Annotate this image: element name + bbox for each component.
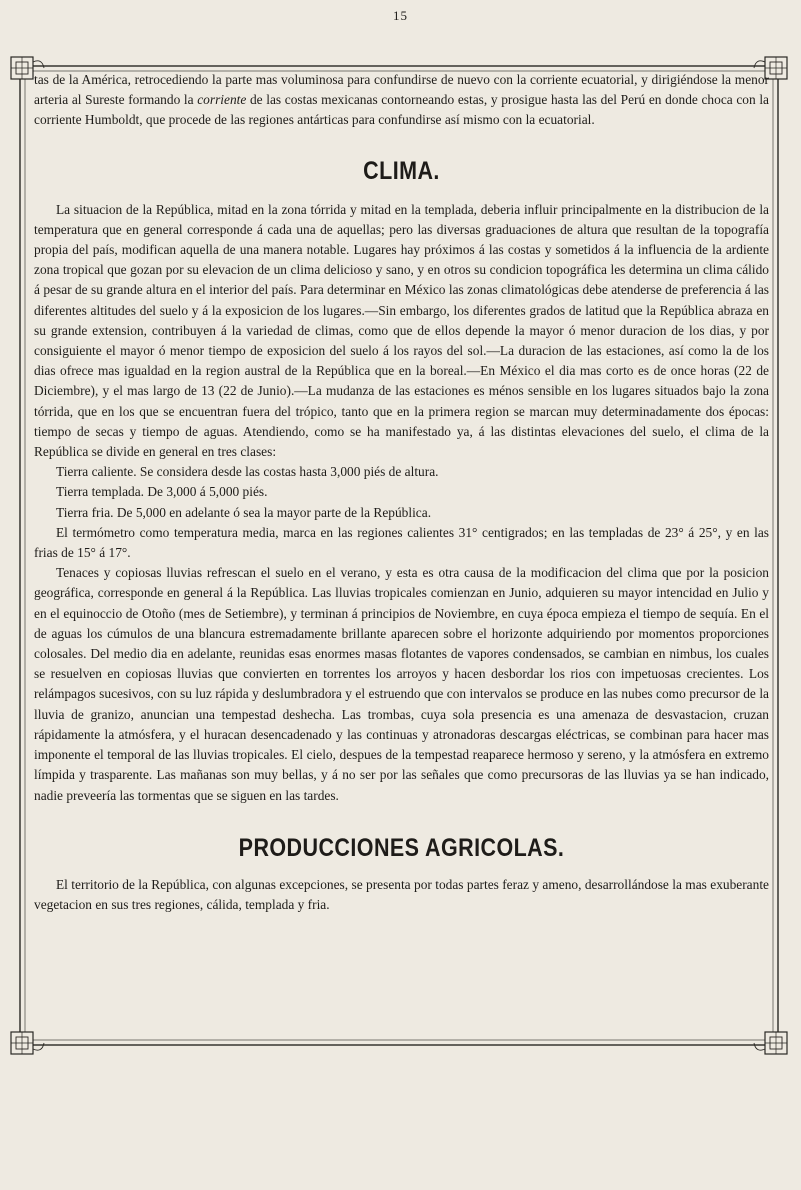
intro-text-end: de las costas mexicanas contorneando estas, y prosigue hasta las del Perú en donde choca con la corriente Humboldt, que procede de las regiones antárticas para confundirse así mismo con la ecuatorial. [34,92,769,128]
clima-paragraph: Tierra templada. De 3,000 á 5,000 piés. [56,484,268,500]
page-frame [8,54,790,1057]
clima-paragraph: Tierra fria. De 5,000 en adelante ó sea la mayor parte de la República. [56,504,432,520]
intro-paragraph [34,70,769,131]
corner-ornament-icon [8,1019,46,1057]
clima-paragraph: Tierra caliente. Se considera desde las costas hasta 3,000 piés de altura. [56,464,439,480]
corner-ornament-icon [752,1019,790,1057]
page-content [34,70,769,915]
intro-text-start: tas de la América, retrocediendo la parte mas voluminosa para confundirse de nuevo con la corriente ecuatorial, y dirigiéndose la menor arteria al Sureste formando la [34,72,769,108]
producciones-paragraph: El territorio de la República, con algunas excepciones, se presenta por todas partes feraz y ameno, desarrollándose la mas exuberante vegetacion en sus tres regiones, cálida, templada y fria. [34,876,769,912]
section-heading-clima: CLIMA. [363,156,440,185]
section-heading-producciones: PRODUCCIONES AGRICOLAS. [238,833,565,862]
clima-paragraph: La situacion de la República, mitad en la zona tórrida y mitad en la templada, deberia influir principalmente en la distribucion de la temperatura que en general corresponde á cada una de aquellas; pero las diversas graduaciones de altura que resultan de la topografía propia del país, modifican aquella de una manera notable. Lugares hay próximos á las costas y sometidos á la influencia de la ardiente zona tropical que gozan por su elevacion de un clima delicioso y sano, y en otros su condicion topográfica les determina un clima cálido á pesar de su grande altura en el interior del país. Para determinar en México las zonas climatológicas debe atenderse de preferencia á las diferentes altitudes del suelo y á la exposicion de los lugares.—Sin embargo, los diferentes grados de latitud que la República abraza en su grande extension, contribuyen á la variedad de climas, como que de ellos depende la mayor ó menor duracion de los dias, y por consiguiente el mayor ó menor tiempo de exposicion del suelo á los rayos del sol.—La duracion de las estaciones, así como la de los dias ofrece mas igualdad en la region austral de la República que en la boreal.—En México el dia mas corto es de once horas (22 de Diciembre), y el mas largo de 13 (22 de Junio).—La mudanza de las estaciones es ménos sensible en los lugares situados bajo la zona tórrida, que en los que se encuentran fuera del trópico, tanto que en la primera region se marcan muy determinadamente dos épocas: tiempo de secas y tiempo de aguas. Atendiendo, como se ha manifestado ya, á las distintas elevaciones del suelo, el clima de la República se divide en general en tres clases: [34,201,769,460]
intro-emphasis: corriente [197,92,247,108]
page-number: 15 [393,8,408,23]
clima-paragraph: El termómetro como temperatura media, marca en las regiones calientes 31° centigrados; en las templadas de 23° á 25°, y en las frias de 15° á 17°. [34,524,769,561]
clima-paragraph: Tenaces y copiosas lluvias refrescan el suelo en el verano, y esta es otra causa de la modificacion del clima que por la posicion geográfica, corresponde en general á la República. Las lluvias tropicales comienzan en Junio, adquieren su mayor intencidad en Julio y en el equinoccio de Otoño (mes de Setiembre), y terminan á principios de Noviembre, en cuya época empieza el tiempo de sequía. En el de aguas los cúmulos de una blancura estremadamente brillante aparecen sobre el horizonte adquiriendo por momentos proporciones colosales. Del medio dia en adelante, reunidas esas enormes masas flotantes de vapores condensados, se cambian en nimbus, los cuales se resuelven en copiosas lluvias que convierten en torrentes los arroyos y hacen desbordar los rios con impetuosas crecientes. Los relámpagos sucesivos, con su luz rápida y deslumbradora y el estruendo que con intervalos se produce en las nubes como precursor de la lluvia de granizo, anuncian una tempestad deshecha. Las trombas, cuya sola presencia es una amenaza de desvastacion, cruzan rápidamente la atmósfera, y el huracan desencadenado y las continuas y atronadoras descargas eléctricas, se combinan para hacer mas imponente el temporal de las lluvias tropicales. El cielo, despues de la tempestad reaparece hermoso y sereno, y la atmósfera en extremo límpida y trasparente. Las mañanas son muy bellas, y á no ser por las señales que como precursoras de las lluvias ya se han indicado, nadie preveería las tormentas que se siguen en las tardes. [34,565,769,803]
